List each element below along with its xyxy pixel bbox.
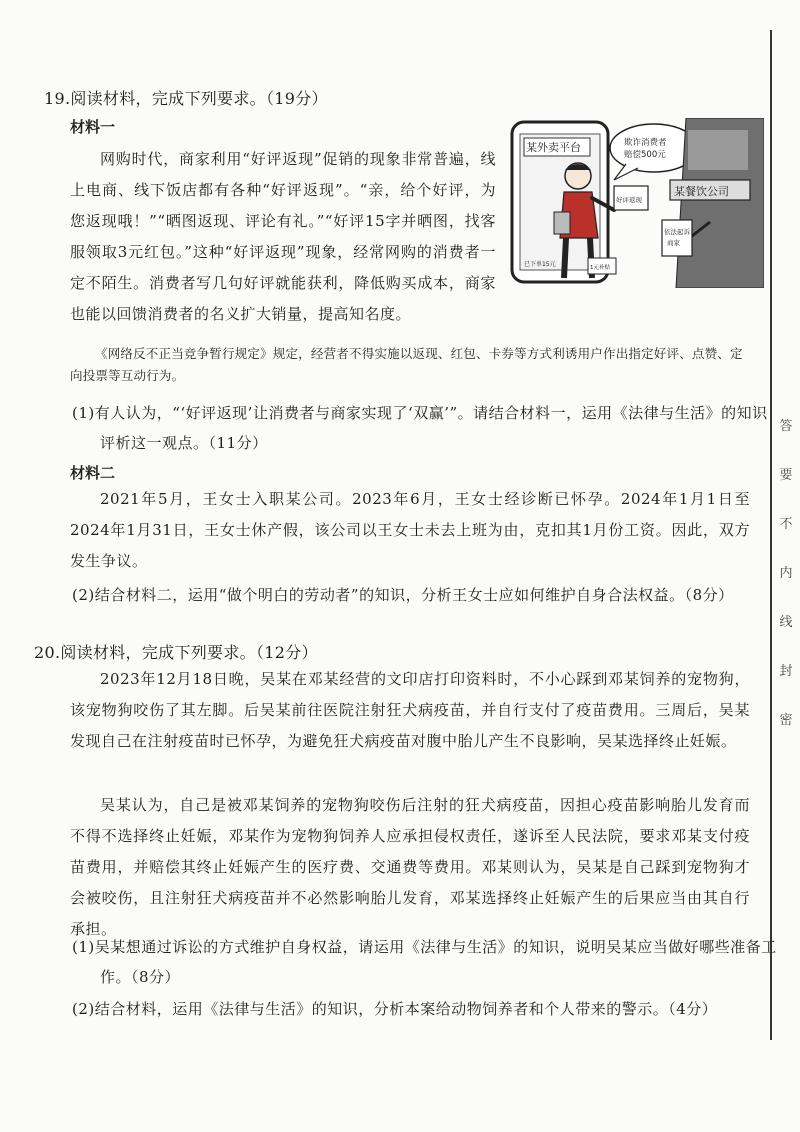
margin-mark: 内 bbox=[779, 566, 793, 581]
q20-para1: 2023年12月18日晚，吴某在邓某经营的文印店打印资料时，不小心踩到邓某饲养的宠物狗，该宠物狗咬伤了其左脚。后吴某前往医院注射狂犬病疫苗，并自行支付了疫苗费用。三周后，吴某发现自己在注射疫苗时已怀孕，为避免狂犬病疫苗对腹中胎儿产生不良影响，吴某选择终止妊娠。 bbox=[70, 670, 750, 750]
margin-mark: 不 bbox=[779, 517, 793, 532]
q19-material1-label: 材料一 bbox=[70, 118, 116, 136]
cartoon-company: 某餐饮公司 bbox=[674, 185, 729, 198]
q19-sub1: (1)有人认为，“‘好评返现’让消费者与商家实现了‘双赢’”。请结合材料一，运用《法律与生活》的知识评析这一观点。（11分） bbox=[72, 404, 768, 452]
cartoon-bubble-line1: 欺诈消费者 bbox=[624, 138, 667, 148]
margin-marks bbox=[776, 415, 796, 728]
margin-mark: 答 bbox=[779, 419, 793, 434]
margin-mark: 封 bbox=[779, 664, 793, 679]
margin-mark: 密 bbox=[779, 713, 793, 728]
cartoon-bubble-line2: 赔偿500元 bbox=[624, 150, 666, 160]
q20-sub1: (1)吴某想通过诉讼的方式维护自身权益，请运用《法律与生活》的知识，说明吴某应当做好哪些准备工作。（8分） bbox=[72, 938, 777, 986]
q19-sub2: (2)结合材料二，运用“做个明白的劳动者”的知识，分析王女士应如何维护自身合法权益。（8分） bbox=[72, 586, 734, 604]
margin-mark: 要 bbox=[779, 468, 793, 483]
q20-heading: 20.阅读材料，完成下列要求。（12分） bbox=[34, 643, 318, 662]
q19-material2-text: 2021年5月，王女士入职某公司。2023年6月，王女士经诊断已怀孕。2024年1月1日至2024年1月31日，王女士休产假，该公司以王女士未去上班为由，克扣其1月份工资。因此，双方发生争议。 bbox=[70, 490, 750, 570]
q19-material2-label: 材料二 bbox=[70, 464, 116, 482]
cartoon-platform: 某外卖平台 bbox=[526, 141, 581, 154]
cartoon-sign-line1: 依法起诉 bbox=[664, 228, 690, 236]
cartoon-illustration bbox=[506, 118, 764, 288]
q19-heading: 19.阅读材料，完成下列要求。（19分） bbox=[44, 89, 328, 108]
q20-para2: 吴某认为，自己是被邓某饲养的宠物狗咬伤后注射的狂犬病疫苗，因担心疫苗影响胎儿发育而不得不选择终止妊娠，邓某作为宠物狗饲养人应承担侵权责任，遂诉至人民法院，要求邓某支付疫苗费用，并赔偿其终止妊娠产生的医疗费、交通费等费用。邓某则认为，吴某是自己踩到宠物狗才会被咬伤，且注射狂犬病疫苗并不必然影响胎儿发育，邓某选择终止妊娠产生的后果应当由其自行承担。 bbox=[70, 796, 750, 938]
cartoon-card: 好评返现 bbox=[616, 196, 642, 204]
q19-note: 《网络反不正当竞争暂行规定》规定，经营者不得实施以返现、红包、卡券等方式利诱用户作出指定好评、点赞、定向投票等互动行为。 bbox=[70, 346, 743, 383]
q20-sub2: (2)结合材料，运用《法律与生活》的知识，分析本案给动物饲养者和个人带来的警示。（4分） bbox=[72, 1000, 718, 1018]
q19-material1-text: 网购时代，商家利用“好评返现”促销的现象非常普遍，线上电商、线下饭店都有各种“好评返现”。“亲，给个好评，为您返现哦！”“晒图返现、评论有礼。”“好评15字并晒图，找客服领取3元红包。”这种“好评返现”现象，经常网购的消费者一定不陌生。消费者写几句好评就能获利，降低购买成本，商家也能以回馈消费者的名义扩大销量，提高知名度。 bbox=[70, 150, 496, 323]
cartoon-cash-label: 1元补贴 bbox=[590, 265, 610, 271]
binding-line bbox=[770, 30, 772, 1040]
cartoon-sign-line2: 商家 bbox=[667, 239, 680, 247]
cartoon-phone-label: 已下单15元 bbox=[524, 261, 556, 268]
margin-mark: 线 bbox=[779, 615, 793, 630]
